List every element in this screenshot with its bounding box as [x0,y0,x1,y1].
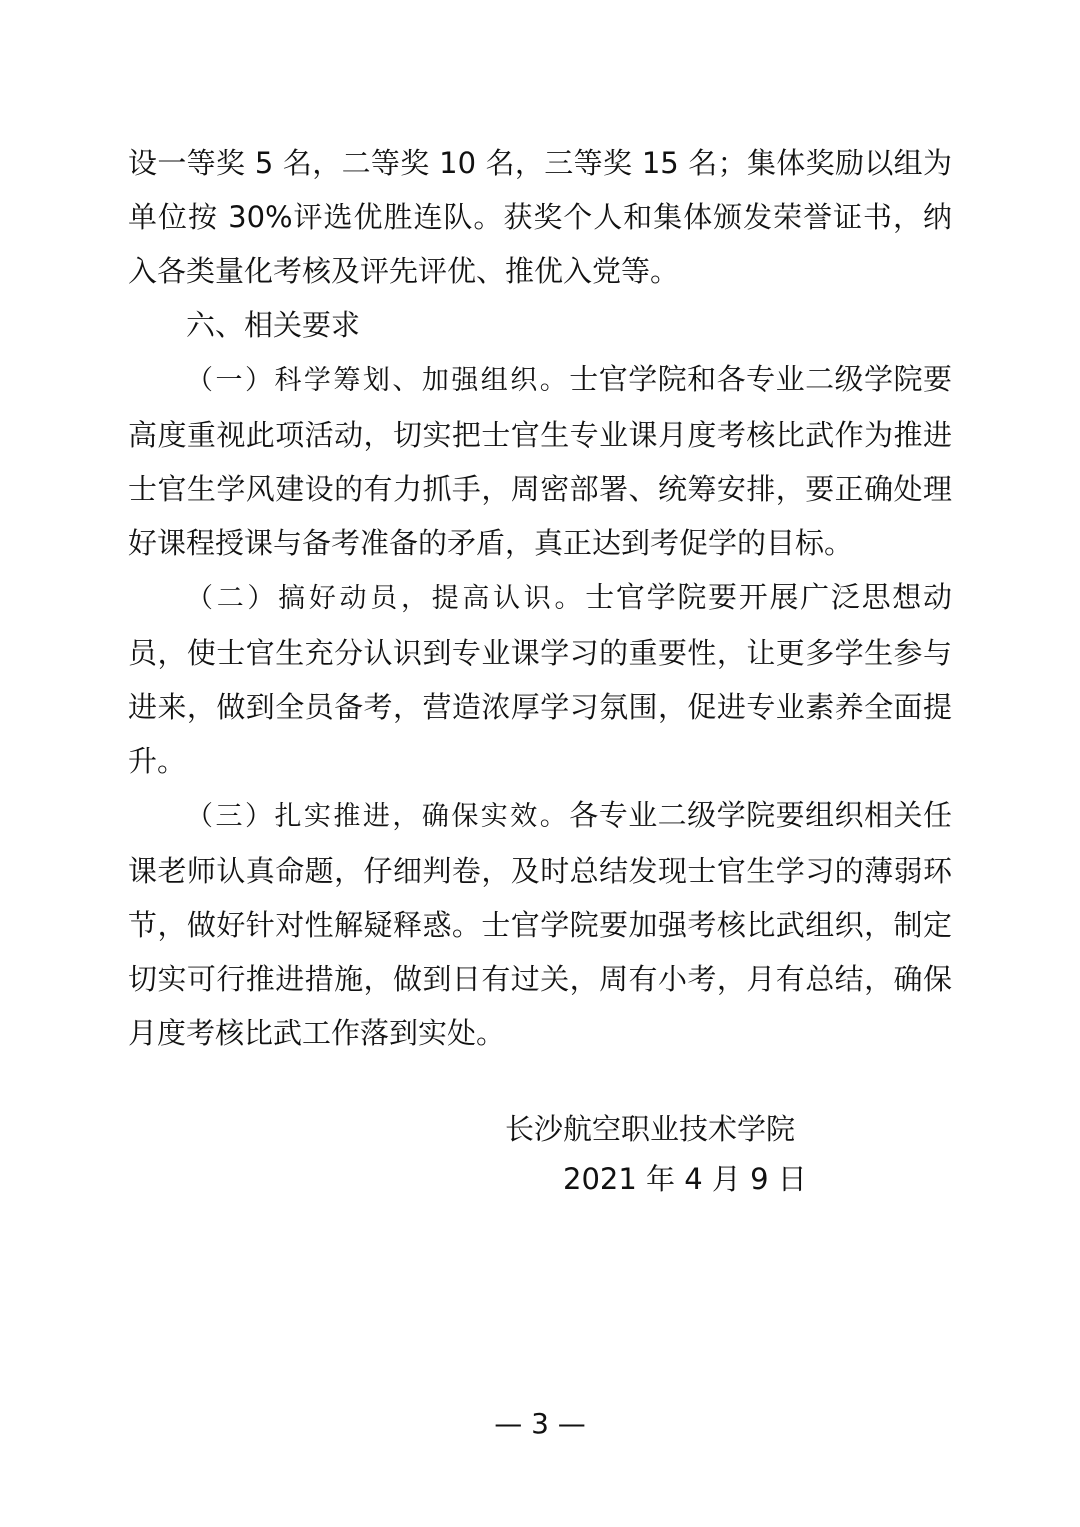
requirement-item-2 [128,570,952,788]
requirement-item-3-text: 各专业二级学院要组织相关任课老师认真命题，仔细判卷，及时总结发现士官生学习的薄弱环节，做好针对性解疑释惑。士官学院要加强考核比武组织，制定切实可行推进措施，做到日有过关，周有小考，月有总结，确保月度考核比武工作落到实处。 [128,798,952,1050]
requirement-item-1-lead: （一）科学筹划、加强组织。 [186,365,570,396]
requirement-item-1 [128,352,952,570]
award-paragraph: 设一等奖 5 名，二等奖 10 名，三等奖 15 名；集体奖励以组为单位按 30%评选优胜连队。获奖个人和集体颁发荣誉证书，纳入各类量化考核及评先评优、推优入党等。 [128,146,952,288]
section-heading-requirements: 六、相关要求 [186,308,361,342]
issuer-signature: 长沙航空职业技术学院 [505,1112,796,1146]
document-body [128,136,952,1060]
requirement-item-2-text: 士官学院要开展广泛思想动员，使士官生充分认识到专业课学习的重要性，让更多学生参与进来，做到全员备考，营造浓厚学习氛围，促进专业素养全面提升。 [128,580,952,778]
issue-date: 2021 年 4 月 9 日 [563,1162,807,1196]
page-number: — 3 — [494,1407,586,1440]
requirement-item-3 [128,788,952,1060]
requirement-item-1-text: 士官学院和各专业二级学院要高度重视此项活动，切实把士官生专业课月度考核比武作为推进士官生学风建设的有力抓手，周密部署、统筹安排，要正确处理好课程授课与备考准备的矛盾，真正达到考促学的目标。 [128,362,952,560]
requirement-item-3-lead: （三）扎实推进，确保实效。 [186,801,570,832]
requirement-item-2-lead: （二）搞好动员，提高认识。 [186,583,586,614]
